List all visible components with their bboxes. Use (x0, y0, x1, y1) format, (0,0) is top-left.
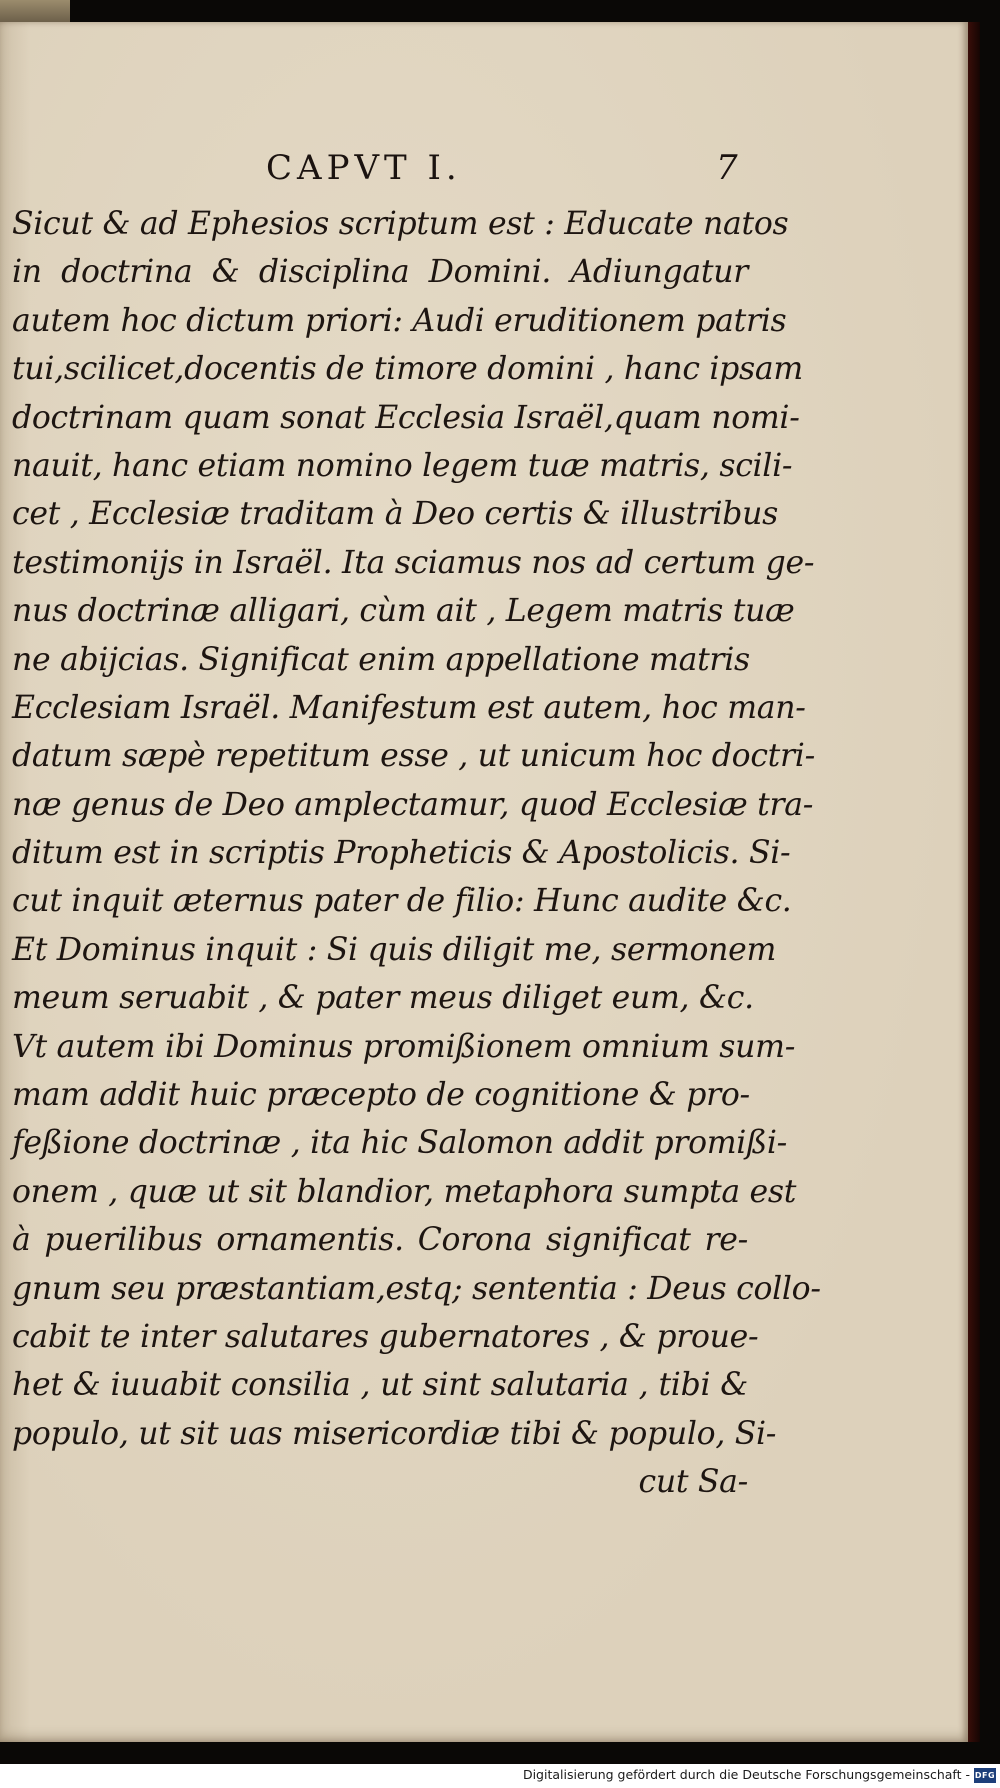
dfg-logo: DFG (974, 1768, 996, 1783)
body-text (12, 200, 821, 1507)
text-line: næ genus de Deo amplectamur, quod Ecclesiæ tra- (12, 786, 814, 823)
page-header (0, 148, 968, 188)
text-line: Sicut & ad Ephesios scriptum est : Educate natos (12, 206, 789, 242)
text-line: datum sæpè repetitum esse , ut unicum hoc doctri- (12, 738, 815, 775)
text-line: mam addit huic præcepto de cognitione & pro- (12, 1077, 750, 1114)
text-line: het & iuuabit consilia , ut sint salutaria , tibi & (12, 1367, 748, 1404)
text-line: cabit te inter salutares gubernatores , & proue- (12, 1318, 759, 1355)
text-line: nauit, hanc etiam nomino legem tuæ matris, scili- (12, 447, 793, 484)
text-line: onem , quæ ut sit blandior, metaphora sumpta est (12, 1173, 797, 1210)
text-line: nus doctrinæ alligari, cùm ait , Legem matris tuæ (12, 593, 795, 630)
text-line: feßione doctrinæ , ita hic Salomon addit promißi- (12, 1125, 787, 1162)
book-page (0, 22, 970, 1742)
text-line: tui,scilicet,docentis de timore domini , hanc ipsam (12, 351, 803, 388)
text-line: cut Sa- (638, 1464, 748, 1501)
text-line: meum seruabit , & pater meus diliget eum, &c. (12, 980, 754, 1017)
text-line: Vt autem ibi Dominus promißionem omnium sum- (12, 1028, 796, 1065)
digitization-credit-bar (0, 1764, 1000, 1788)
digitization-credit: Digitalisierung gefördert durch die Deutsche Forschungsgemeinschaft - (522, 1767, 970, 1782)
text-line: ditum est in scriptis Propheticis & Apostolicis. Si- (12, 835, 791, 872)
text-line: in doctrina & disciplina Domini. Adiungatur (12, 254, 748, 291)
text-line: autem hoc dictum priori: Audi eruditionem patris (12, 302, 787, 339)
text-line: gnum seu præstantiam,estq; sententia : Deus collo- (12, 1270, 821, 1307)
page-number: 7 (716, 148, 738, 188)
running-head: CAPVT I. (266, 148, 462, 188)
text-line: à puerilibus ornamentis. Corona significat re- (12, 1222, 748, 1259)
text-line: ne abijcias. Significat enim appellatione matris (12, 641, 750, 678)
text-line: populo, ut sit uas misericordiæ tibi & populo, Si- (12, 1415, 777, 1452)
text-line: doctrinam quam sonat Ecclesia Israël,quam nomi- (12, 399, 800, 436)
text-line: cut inquit æternus pater de filio: Hunc audite &c. (12, 883, 792, 920)
text-line: Ecclesiam Israël. Manifestum est autem, hoc man- (12, 689, 806, 726)
text-line: Et Dominus inquit : Si quis diligit me, sermonem (12, 931, 777, 968)
page-fore-edge (968, 22, 980, 1742)
scan-corner (0, 0, 70, 22)
text-line: cet , Ecclesiæ traditam à Deo certis & illustribus (12, 496, 778, 533)
text-line: testimonijs in Israël. Ita sciamus nos ad certum ge- (12, 544, 815, 581)
